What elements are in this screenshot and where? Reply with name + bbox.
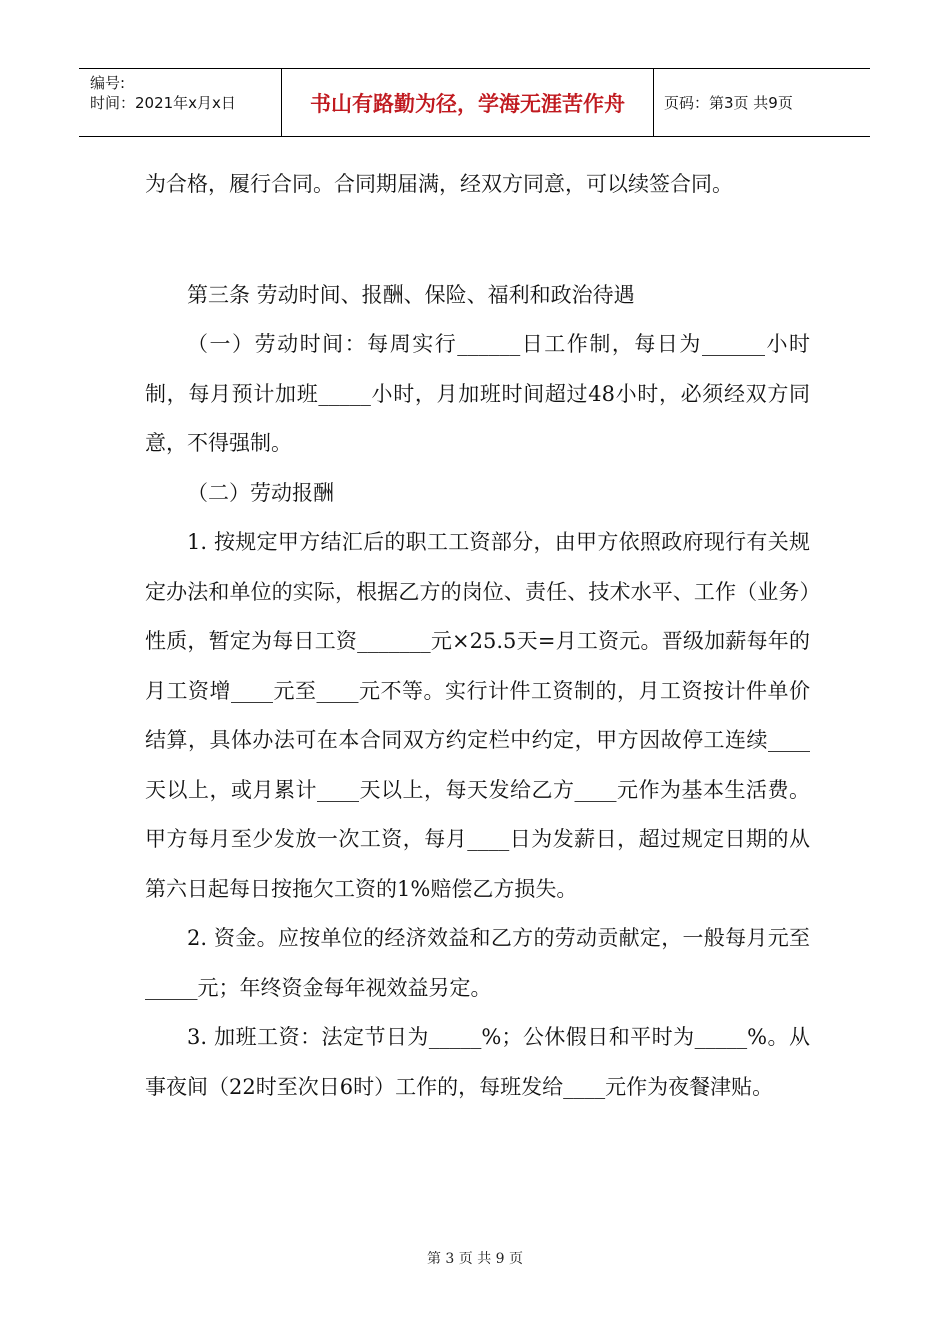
paragraph-overtime-pay: 3. 加班工资：法定节日为_____%；公休假日和平时为_____%。从事夜间（22时至次日6时）工作的，每班发给____元作为夜餐津贴。 [145,1025,810,1099]
article-heading: 第三条 劳动时间、报酬、保险、福利和政治待遇 [187,282,635,307]
paragraph-work-hours: （一）劳动时间：每周实行______日工作制，每日为______小时制，每月预计加班_____小时，月加班时间超过48小时，必须经双方同意，不得强制。 [145,332,810,455]
document-body [145,160,810,1112]
document-time: 时间：2021年x月x日 [90,94,236,112]
header-page-info: 页码：第3页 共9页 [664,94,793,112]
paragraph-gap [145,210,810,271]
header-meta [79,69,282,136]
document-number: 编号: [90,74,126,92]
header-motto: 书山有路勤为径，学海无涯苦作舟 [282,69,654,136]
page-header [79,68,870,137]
paragraph-bonus: 2. 资金。应按单位的经济效益和乙方的劳动贡献定，一般每月元至_____元；年终资金每年视效益另定。 [145,926,810,1000]
paragraph-continuation: 为合格，履行合同。合同期届满，经双方同意，可以续签合同。 [145,172,733,196]
section-heading-remuneration: （二）劳动报酬 [187,480,334,505]
paragraph-wages: 1. 按规定甲方结汇后的职工工资部分，由甲方依照政府现行有关规定办法和单位的实际，根据乙方的岗位、责任、技术水平、工作（业务）性质，暂定为每日工资_______元×25.5天=月工资元。晋级加薪每年的月工资增____元至____元不等。实行计件工资制的，月工资按计件单价结算，具体办法可在本合同双方约定栏中约定，甲方因故停工连续____天以上，或月累计____天以上，每天发给乙方____元作为基本生活费。甲方每月至少发放一次工资，每月____日为发薪日，超过规定日期的从第六日起每日按拖欠工资的1%赔偿乙方损失。 [145,530,810,901]
page-footer: 第 3 页 共 9 页 [426,1251,524,1267]
